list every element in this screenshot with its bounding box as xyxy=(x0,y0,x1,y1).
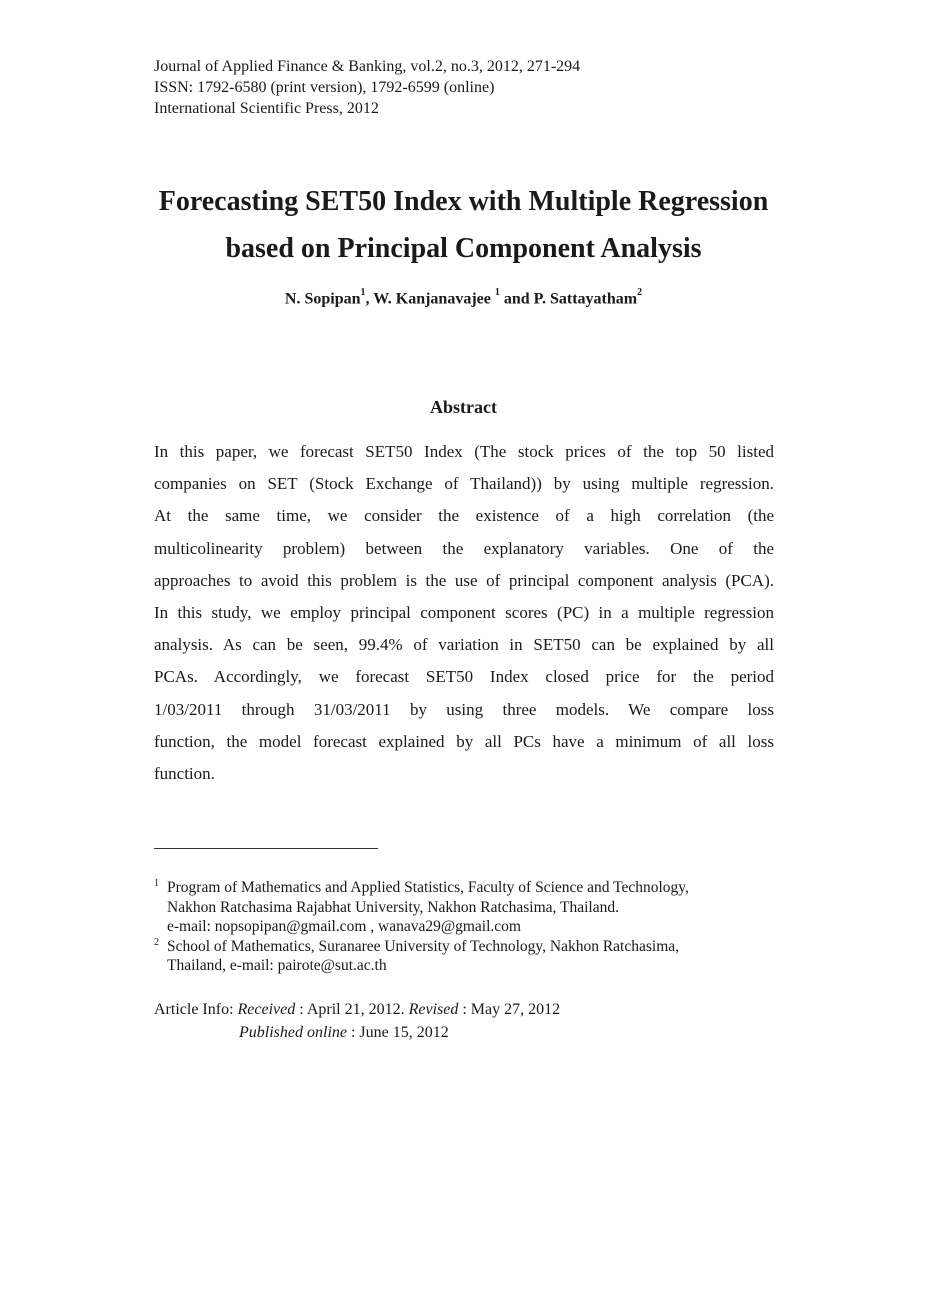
abstract-line: function. xyxy=(154,764,215,784)
revised-date: : May 27, 2012 xyxy=(458,1001,561,1018)
published-label: Published online xyxy=(239,1024,347,1041)
paper-title xyxy=(100,178,827,272)
footnotes xyxy=(154,878,689,976)
article-info-prefix: Article Info: xyxy=(154,1001,238,1018)
published-date: : June 15, 2012 xyxy=(346,1024,449,1041)
author-3: P. Sattayatham xyxy=(533,290,638,308)
footnote-1-line-2: Nakhon Ratchasima Rajabhat University, Nakhon Ratchasima, Thailand. xyxy=(167,898,619,916)
paper-title-line-1: Forecasting SET50 Index with Multiple Regression xyxy=(158,186,769,217)
revised-label: Revised xyxy=(408,1001,459,1018)
abstract-heading: Abstract xyxy=(430,397,497,417)
author-separator: , xyxy=(365,290,374,308)
author-separator: and xyxy=(499,290,534,308)
abstract-line: PCAs. Accordingly, we forecast SET50 Index closed price for the period xyxy=(154,667,774,687)
abstract-line: function, the model forecast explained by all PCs have a minimum of all loss xyxy=(154,731,774,751)
article-info-published xyxy=(154,1021,560,1044)
journal-citation: Journal of Applied Finance & Banking, vol.2, no.3, 2012, 271-294 xyxy=(154,58,581,75)
footnote-1-line-3: e-mail: nopsopipan@gmail.com , wanava29@gmail.com xyxy=(167,918,521,935)
abstract-line: approaches to avoid this problem is the use of principal component analysis (PCA). xyxy=(154,570,774,590)
article-info-dates xyxy=(154,998,560,1021)
footnote-divider xyxy=(154,848,378,849)
author-3-affiliation: 2 xyxy=(637,287,643,298)
abstract-line: analysis. As can be seen, 99.4% of variation in SET50 can be explained by all xyxy=(154,635,774,655)
author-list xyxy=(100,289,827,308)
footnote-2-line-1: School of Mathematics, Suranaree University of Technology, Nakhon Ratchasima, xyxy=(167,937,680,955)
abstract-body xyxy=(154,436,774,790)
journal-header xyxy=(154,56,580,119)
footnote-2-line-2: Thailand, e-mail: pairote@sut.ac.th xyxy=(167,957,387,974)
received-label: Received xyxy=(237,1001,296,1018)
author-2-affiliation: 1 xyxy=(494,287,500,298)
journal-issn: ISSN: 1792-6580 (print version), 1792-6599 (online) xyxy=(154,79,495,96)
footnote-2 xyxy=(154,937,689,976)
abstract-line: In this study, we employ principal component scores (PC) in a multiple regression xyxy=(154,603,774,623)
paper-title-line-2: based on Principal Component Analysis xyxy=(225,233,702,264)
footnote-1 xyxy=(154,878,689,937)
received-date: : April 21, 2012. xyxy=(295,1001,409,1018)
author-1: N. Sopipan xyxy=(284,290,361,308)
abstract-line: companies on SET (Stock Exchange of Thailand)) by using multiple regression. xyxy=(154,474,774,494)
journal-publisher: International Scientific Press, 2012 xyxy=(154,100,379,117)
abstract-line: At the same time, we consider the existence of a high correlation (the xyxy=(154,506,774,526)
author-1-affiliation: 1 xyxy=(360,287,366,298)
abstract-line: 1/03/2011 through 31/03/2011 by using three models. We compare loss xyxy=(154,699,774,719)
footnote-2-mark: 2 xyxy=(154,936,159,948)
author-2: W. Kanjanavajee xyxy=(373,290,495,308)
footnote-1-line-1: Program of Mathematics and Applied Statistics, Faculty of Science and Technology, xyxy=(167,879,689,896)
abstract-line: multicolinearity problem) between the explanatory variables. One of the xyxy=(154,538,774,558)
abstract-line: In this paper, we forecast SET50 Index (The stock prices of the top 50 listed xyxy=(154,442,774,461)
footnote-1-mark: 1 xyxy=(154,878,159,889)
article-info xyxy=(154,998,560,1044)
